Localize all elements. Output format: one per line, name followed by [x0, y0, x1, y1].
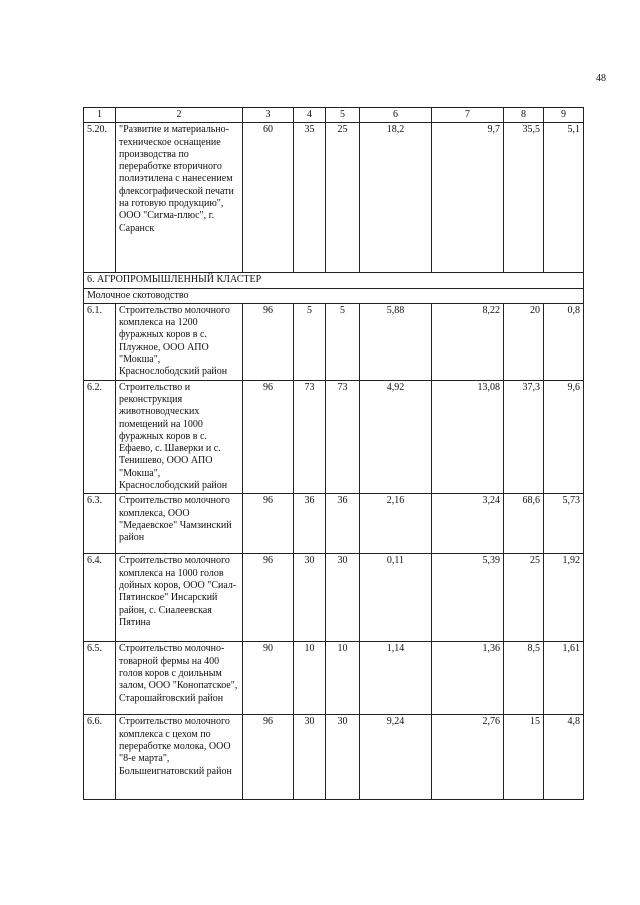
value-cell: 30 — [294, 715, 326, 800]
row-number: 6.5. — [84, 642, 116, 715]
page-number: 48 — [596, 73, 606, 84]
header-cell: 2 — [116, 108, 243, 123]
value-cell: 1,92 — [544, 554, 584, 642]
subsection-title: Молочное скотоводство — [84, 288, 584, 303]
value-cell: 5,1 — [544, 123, 584, 273]
investment-projects-table — [83, 107, 584, 800]
value-cell: 1,14 — [360, 642, 432, 715]
header-cell: 5 — [326, 108, 360, 123]
value-cell: 0,8 — [544, 303, 584, 380]
value-cell: 4,8 — [544, 715, 584, 800]
header-cell: 4 — [294, 108, 326, 123]
value-cell: 2,76 — [432, 715, 504, 800]
project-name: Строительство молочного комплекса на 1200 фуражных коров в с. Плужное, ООО АПО "Мокша", Краснослободский район — [116, 303, 243, 380]
project-name: Строительство и реконструкция животноводческих помещений на 1000 фуражных коров в с. Ефаево, с. Шаверки и с. Тенишево, ООО АПО "Мокша", Краснослободский район — [116, 380, 243, 494]
table-row — [84, 494, 584, 554]
value-cell: 15 — [504, 715, 544, 800]
value-cell: 0,11 — [360, 554, 432, 642]
table-row — [84, 642, 584, 715]
value-cell: 20 — [504, 303, 544, 380]
value-cell: 25 — [326, 123, 360, 273]
table-row — [84, 123, 584, 273]
value-cell: 96 — [243, 715, 294, 800]
value-cell: 73 — [326, 380, 360, 494]
value-cell: 4,92 — [360, 380, 432, 494]
value-cell: 1,61 — [544, 642, 584, 715]
value-cell: 96 — [243, 494, 294, 554]
header-cell: 9 — [544, 108, 584, 123]
project-name: Строительство молочного комплекса на 1000 голов дойных коров, ООО "Сиал-Пятинское" Инсарский район, с. Сиалеевская Пятина — [116, 554, 243, 642]
header-cell: 1 — [84, 108, 116, 123]
row-number: 6.3. — [84, 494, 116, 554]
header-cell: 6 — [360, 108, 432, 123]
value-cell: 96 — [243, 380, 294, 494]
value-cell: 9,24 — [360, 715, 432, 800]
value-cell: 3,24 — [432, 494, 504, 554]
value-cell: 9,6 — [544, 380, 584, 494]
value-cell: 1,36 — [432, 642, 504, 715]
value-cell: 37,3 — [504, 380, 544, 494]
value-cell: 90 — [243, 642, 294, 715]
value-cell: 96 — [243, 303, 294, 380]
value-cell: 9,7 — [432, 123, 504, 273]
project-name: "Развитие и материально-техническое оснащение производства по переработке вторичного полиэтилена с нанесением флексографической печати на готовую продукцию", ООО "Сигма-плюс", г. Саранск — [116, 123, 243, 273]
header-cell: 7 — [432, 108, 504, 123]
project-name: Строительство молочного комплекса, ООО "Медаевское" Чамзинский район — [116, 494, 243, 554]
value-cell: 36 — [294, 494, 326, 554]
header-cell: 8 — [504, 108, 544, 123]
row-number: 6.1. — [84, 303, 116, 380]
value-cell: 5,88 — [360, 303, 432, 380]
row-number: 5.20. — [84, 123, 116, 273]
value-cell: 25 — [504, 554, 544, 642]
value-cell: 96 — [243, 554, 294, 642]
value-cell: 8,5 — [504, 642, 544, 715]
value-cell: 30 — [326, 715, 360, 800]
table-row — [84, 554, 584, 642]
table-row — [84, 380, 584, 494]
value-cell: 5,39 — [432, 554, 504, 642]
column-number-row — [84, 108, 584, 123]
value-cell: 68,6 — [504, 494, 544, 554]
row-number: 6.2. — [84, 380, 116, 494]
section-title: 6. АГРОПРОМЫШЛЕННЫЙ КЛАСТЕР — [84, 273, 584, 288]
table-row — [84, 715, 584, 800]
value-cell: 73 — [294, 380, 326, 494]
value-cell: 30 — [326, 554, 360, 642]
value-cell: 10 — [326, 642, 360, 715]
subsection-row — [84, 288, 584, 303]
row-number: 6.4. — [84, 554, 116, 642]
project-name: Строительство молочного комплекса с цехом по переработке молока, ООО "8-е марта", Большеигнатовский район — [116, 715, 243, 800]
value-cell: 5,73 — [544, 494, 584, 554]
section-row — [84, 273, 584, 288]
value-cell: 30 — [294, 554, 326, 642]
value-cell: 5 — [326, 303, 360, 380]
value-cell: 10 — [294, 642, 326, 715]
value-cell: 18,2 — [360, 123, 432, 273]
value-cell: 5 — [294, 303, 326, 380]
value-cell: 2,16 — [360, 494, 432, 554]
project-name: Строительство молочно-товарной фермы на 400 голов коров с доильным залом, ООО "Конопатское", Старошайговский район — [116, 642, 243, 715]
row-number: 6.6. — [84, 715, 116, 800]
table-row — [84, 303, 584, 380]
value-cell: 36 — [326, 494, 360, 554]
value-cell: 8,22 — [432, 303, 504, 380]
value-cell: 35,5 — [504, 123, 544, 273]
value-cell: 60 — [243, 123, 294, 273]
header-cell: 3 — [243, 108, 294, 123]
value-cell: 35 — [294, 123, 326, 273]
value-cell: 13,08 — [432, 380, 504, 494]
